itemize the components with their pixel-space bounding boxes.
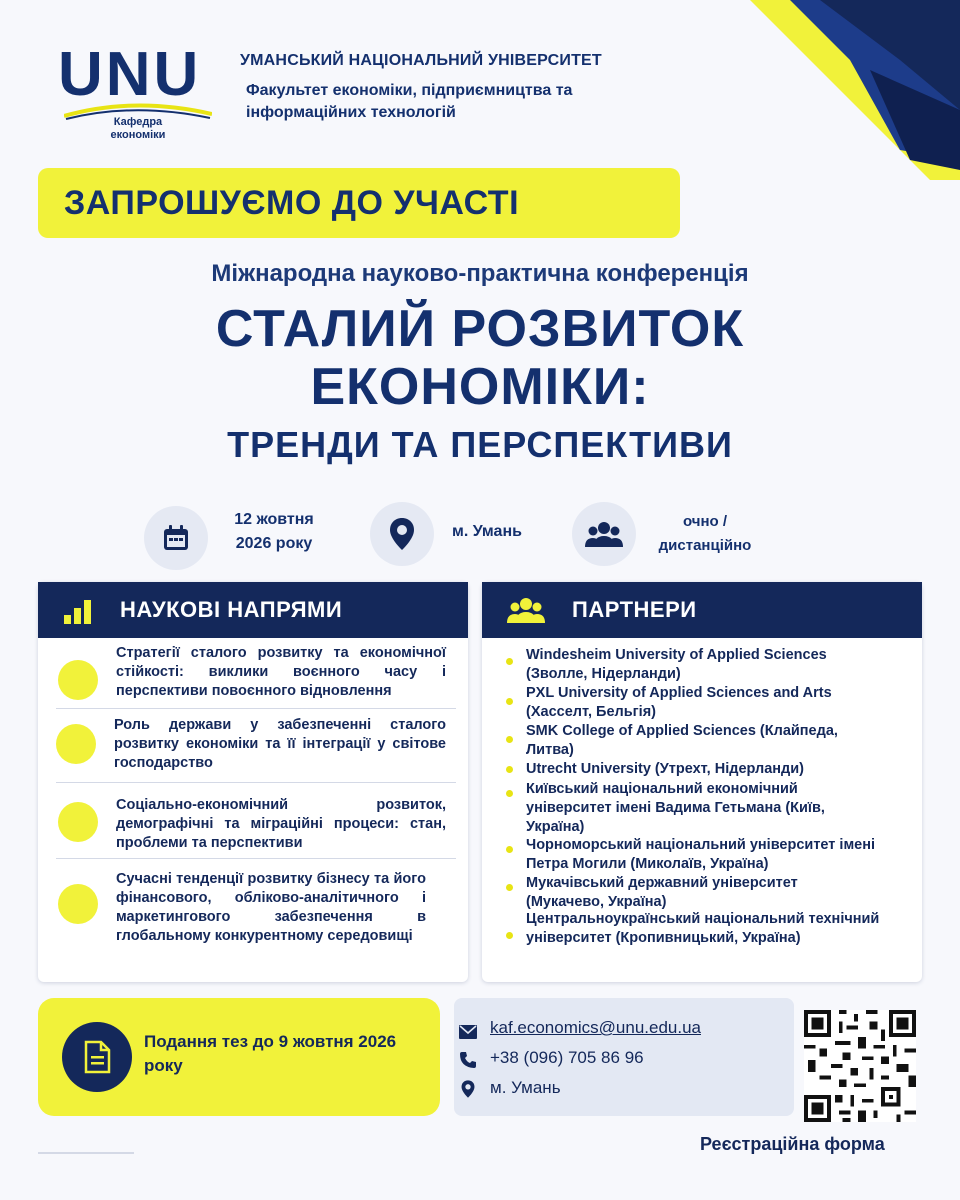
bar-chart-icon <box>62 595 98 625</box>
event-location: м. Умань <box>452 523 522 540</box>
partner-item: Windesheim University of Applied Sciences (Зволле, Нідерланди) <box>526 647 827 682</box>
bullet-dot-icon <box>58 802 98 842</box>
event-format <box>646 510 764 558</box>
partner-item: PXL University of Applied Sciences and Arts (Хасселт, Бельгія) <box>526 685 832 720</box>
bullet-dot-icon <box>506 766 513 773</box>
faculty-name: Факультет економіки, підприємництва та інформаційних технологій <box>246 82 573 121</box>
format-line-1: очно / <box>682 513 728 530</box>
format-line-2: дистанційно <box>658 537 752 554</box>
location-pin-icon <box>458 1079 478 1099</box>
deadline-banner <box>38 998 440 1116</box>
footer-divider <box>38 1152 134 1154</box>
email-link[interactable]: kaf.economics@unu.edu.ua <box>490 1018 701 1037</box>
bullet-dot-icon <box>58 884 98 924</box>
bullet-dot-icon <box>506 846 513 853</box>
bullet-dot-icon <box>506 658 513 665</box>
direction-text: Сучасні тенденції розвитку бізнесу та його фінансового, обліково-аналітичного і маркетингового забезпечення в глобальному конкурентному середовищі <box>116 871 426 944</box>
conference-subtitle: ТРЕНДИ ТА ПЕРСПЕКТИВИ <box>227 424 733 465</box>
bullet-dot-icon <box>506 790 513 797</box>
document-icon <box>62 1022 132 1092</box>
directions-panel <box>38 582 468 982</box>
title-line-1: СТАЛИЙ РОЗВИТОК <box>215 300 745 358</box>
envelope-icon <box>458 1022 478 1042</box>
partners-panel <box>482 582 922 982</box>
location-pin-icon <box>370 502 434 566</box>
logo-wordmark: UNU <box>58 40 202 109</box>
directions-title: НАУКОВІ НАПРЯМИ <box>120 597 343 622</box>
invite-banner <box>38 168 680 238</box>
divider <box>56 708 456 709</box>
direction-text: Соціально-економічний розвиток, демографічні та міграційні процеси: стан, проблеми та перспективи <box>116 797 446 851</box>
invite-text: ЗАПРОШУЄМО ДО УЧАСТІ <box>64 184 520 222</box>
conference-type: Міжнародна науково-практична конференція <box>211 260 749 287</box>
date-line-1: 12 жовтня <box>234 511 314 528</box>
title-line-2: ЕКОНОМІКИ: <box>310 358 650 416</box>
contact-city-row <box>490 1078 561 1098</box>
calendar-icon <box>144 506 208 570</box>
partners-header <box>482 582 922 638</box>
phone-number[interactable]: +38 (096) 705 86 96 <box>490 1048 644 1067</box>
contact-phone-row <box>490 1048 644 1068</box>
contacts-box <box>454 998 794 1116</box>
event-date <box>214 508 334 556</box>
bullet-dot-icon <box>506 884 513 891</box>
partners-people-icon <box>506 596 546 624</box>
logo-subtitle: Кафедра економіки <box>110 116 166 141</box>
partner-item: Мукачівський державний університет (Мукачево, Україна) <box>526 875 798 910</box>
date-line-2: 2026 року <box>235 535 313 552</box>
partner-item: Центральноукраїнський національний технічний університет (Кропивницький, Україна) <box>526 911 880 946</box>
divider <box>56 858 456 859</box>
direction-text: Роль держави у забезпеченні сталого розвитку економіки та її інтеграції у світове господарство <box>114 717 446 771</box>
contact-city: м. Умань <box>490 1078 561 1097</box>
partner-item: Utrecht University (Утрехт, Нідерланди) <box>526 761 804 777</box>
partner-item: SMK College of Applied Sciences (Клайпеда, Литва) <box>526 723 838 758</box>
directions-header <box>38 582 468 638</box>
university-logo <box>58 40 218 154</box>
partner-item: Київський національний економічний університет імені Вадима Гетьмана (Київ, Україна) <box>526 781 825 835</box>
conference-title <box>0 300 960 416</box>
university-name: УМАНСЬКИЙ НАЦІОНАЛЬНИЙ УНІВЕРСИТЕТ <box>240 52 602 69</box>
bullet-dot-icon <box>506 736 513 743</box>
bullet-dot-icon <box>58 660 98 700</box>
bullet-dot-icon <box>506 932 513 939</box>
deadline-text: Подання тез до 9 жовтня 2026 року <box>144 1032 397 1075</box>
direction-text: Стратегії сталого розвитку та економічної стійкості: виклики воєнного часу і перспективи повоєнного відновлення <box>116 645 446 699</box>
people-icon <box>572 502 636 566</box>
bullet-dot-icon <box>56 724 96 764</box>
bullet-dot-icon <box>506 698 513 705</box>
contact-email-row <box>490 1018 701 1038</box>
phone-icon <box>458 1050 478 1070</box>
registration-form-label[interactable]: Реєстраційна форма <box>700 1134 885 1154</box>
qr-code[interactable] <box>804 1010 916 1122</box>
partners-title: ПАРТНЕРИ <box>572 597 697 622</box>
divider <box>56 782 456 783</box>
partner-item: Чорноморський національний університет імені Петра Могили (Миколаїв, Україна) <box>526 837 876 872</box>
